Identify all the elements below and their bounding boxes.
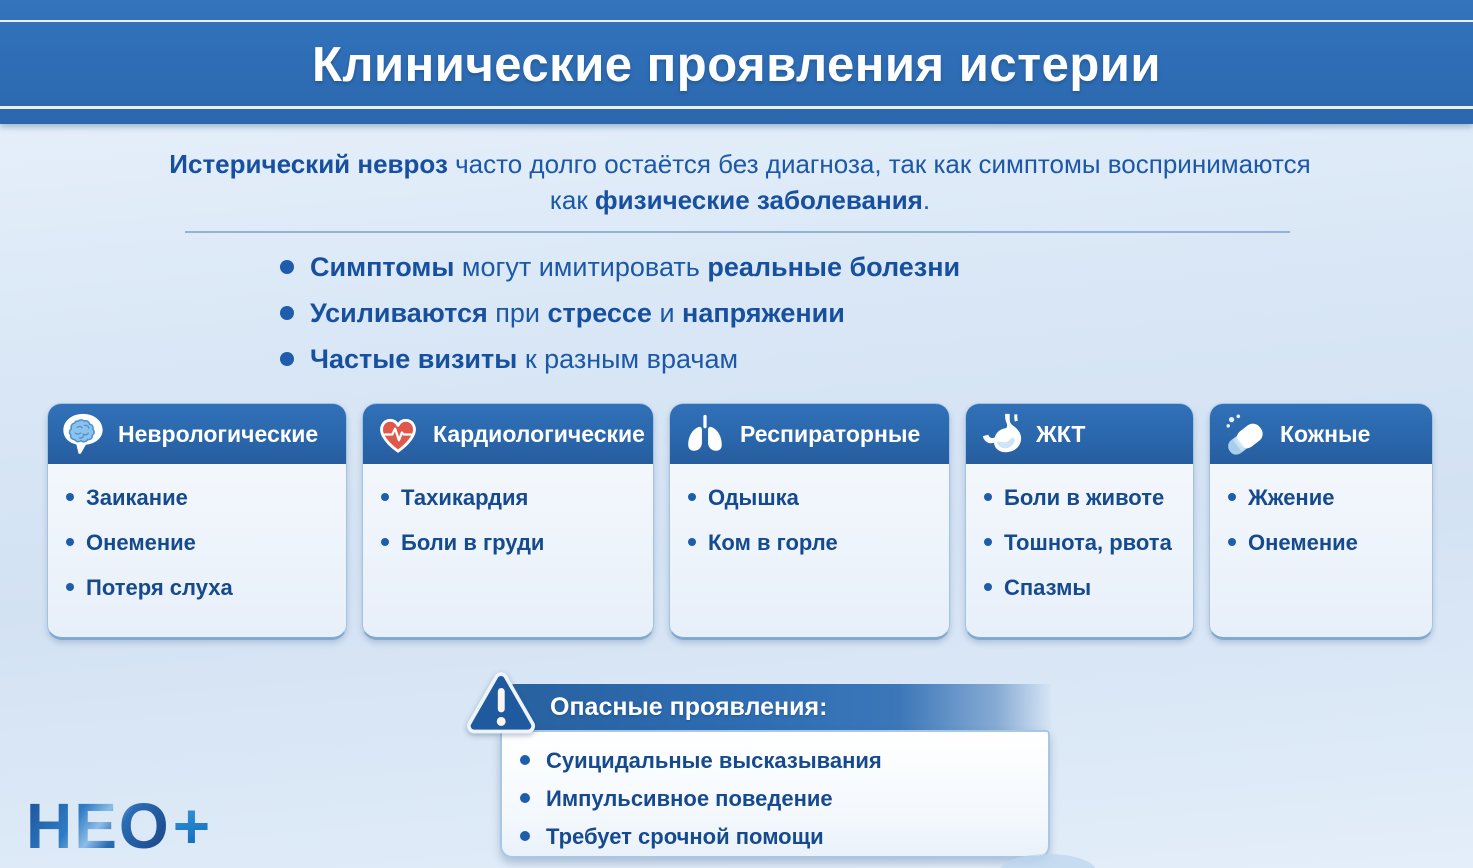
bullet-dot: [688, 493, 696, 501]
text-segment: могут имитировать: [454, 252, 708, 282]
card-title: Неврологические: [118, 420, 319, 447]
card-title: Кожные: [1280, 420, 1371, 447]
symptom-item: [984, 574, 1179, 601]
warning-item-text: Требует срочной помощи: [546, 824, 824, 849]
header-banner: [0, 0, 1473, 124]
bullet-dot: [984, 583, 992, 591]
bullet-dot: [66, 493, 74, 501]
bullet-dot: [66, 583, 74, 591]
symptom-item: [381, 529, 639, 556]
warning-panel: [462, 670, 1054, 864]
key-point-text: [310, 344, 738, 374]
category-card: [669, 403, 950, 640]
card-symptom-list: [1210, 464, 1432, 556]
warning-icon: [462, 670, 540, 740]
logo: [26, 788, 212, 864]
text-segment: физические заболевания: [594, 185, 923, 215]
key-point-item: [280, 298, 960, 328]
text-segment: Частые визиты: [310, 344, 518, 374]
symptom-text: Ком в горле: [708, 530, 838, 555]
warning-body: [500, 730, 1050, 858]
symptom-item: [381, 484, 639, 511]
bullet-dot: [1228, 538, 1236, 546]
text-segment: часто долго остаётся без диагноза, так как симптомы воспринимаются как: [447, 149, 1311, 215]
card-symptom-list: [363, 464, 653, 556]
category-card: [1209, 403, 1433, 640]
bullet-dot: [520, 755, 530, 765]
warning-item: [520, 785, 1048, 812]
bullet-dot: [280, 352, 294, 366]
bullet-dot: [1228, 493, 1236, 501]
heart-icon: [375, 411, 421, 457]
symptom-item: [1228, 529, 1418, 556]
card-title: Кардиологические: [433, 420, 645, 447]
logo-plus-icon: +: [172, 790, 213, 862]
warning-header-bar: [506, 684, 1051, 730]
bullet-dot: [381, 538, 389, 546]
warning-item-text: Импульсивное поведение: [546, 786, 833, 811]
warning-item: [520, 747, 1048, 774]
brain-icon: [60, 411, 106, 457]
category-card: [362, 403, 654, 640]
banner-line-top: [0, 20, 1473, 22]
symptom-item: [66, 484, 332, 511]
divider-line: [185, 231, 1290, 233]
card-header: [966, 404, 1193, 464]
bullet-dot: [984, 493, 992, 501]
symptom-text: Заикание: [86, 485, 188, 510]
bullet-dot: [520, 831, 530, 841]
symptom-text: Одышка: [708, 485, 799, 510]
lungs-icon: [682, 411, 728, 457]
symptom-item: [984, 529, 1179, 556]
symptom-item: [688, 529, 935, 556]
symptom-text: Онемение: [86, 530, 196, 555]
intro-text: [150, 146, 1330, 218]
bullet-dot: [520, 793, 530, 803]
card-header: [1210, 404, 1432, 464]
banner-line-bottom: [0, 106, 1473, 109]
symptom-text: Жжение: [1248, 485, 1335, 510]
text-segment: Истерический невроз: [169, 149, 448, 179]
symptom-text: Боли в животе: [1004, 485, 1165, 510]
key-point-text: [310, 252, 960, 282]
text-segment: стрессе: [547, 298, 652, 328]
symptom-text: Потеря слуха: [86, 575, 233, 600]
logo-text: НЕО: [26, 790, 171, 862]
card-symptom-list: [966, 464, 1193, 601]
text-segment: при: [487, 298, 548, 328]
bullet-dot: [381, 493, 389, 501]
warning-item-text: Суицидальные высказывания: [546, 748, 882, 773]
text-segment: и: [651, 298, 683, 328]
symptom-item: [66, 529, 332, 556]
card-title: ЖКТ: [1036, 420, 1086, 447]
stomach-icon: [978, 411, 1024, 457]
key-points-list: [280, 252, 960, 390]
symptom-item: [984, 484, 1179, 511]
symptom-text: Онемение: [1248, 530, 1358, 555]
key-point-item: [280, 344, 960, 374]
card-header: [48, 404, 346, 464]
symptom-item: [688, 484, 935, 511]
card-header: [363, 404, 653, 464]
category-card: [47, 403, 347, 640]
card-symptom-list: [48, 464, 346, 601]
text-segment: напряжении: [682, 298, 845, 328]
symptom-item: [1228, 484, 1418, 511]
warning-items-list: [502, 732, 1048, 850]
text-segment: Симптомы: [310, 252, 455, 282]
key-point-item: [280, 252, 960, 282]
bullet-dot: [66, 538, 74, 546]
bullet-dot: [280, 306, 294, 320]
symptom-text: Спазмы: [1004, 575, 1092, 600]
text-segment: Усиливаются: [310, 298, 488, 328]
warning-title: Опасные проявления:: [550, 692, 828, 721]
card-header: [670, 404, 949, 464]
bullet-dot: [688, 538, 696, 546]
symptom-item: [66, 574, 332, 601]
category-cards-row: [47, 403, 1433, 640]
symptom-text: Тахикардия: [401, 485, 529, 510]
bandage-icon: [1222, 411, 1268, 457]
key-point-text: [310, 298, 845, 328]
card-symptom-list: [670, 464, 949, 556]
card-title: Респираторные: [740, 420, 921, 447]
text-segment: реальные болезни: [707, 252, 961, 282]
category-card: [965, 403, 1194, 640]
warning-item: [520, 823, 1048, 850]
text-segment: .: [922, 185, 931, 215]
bullet-dot: [984, 538, 992, 546]
text-segment: к разным врачам: [517, 344, 739, 374]
page-title: Клинические проявления истерии: [311, 38, 1162, 92]
symptom-text: Боли в груди: [401, 530, 545, 555]
symptom-text: Тошнота, рвота: [1004, 530, 1172, 555]
bullet-dot: [280, 260, 294, 274]
